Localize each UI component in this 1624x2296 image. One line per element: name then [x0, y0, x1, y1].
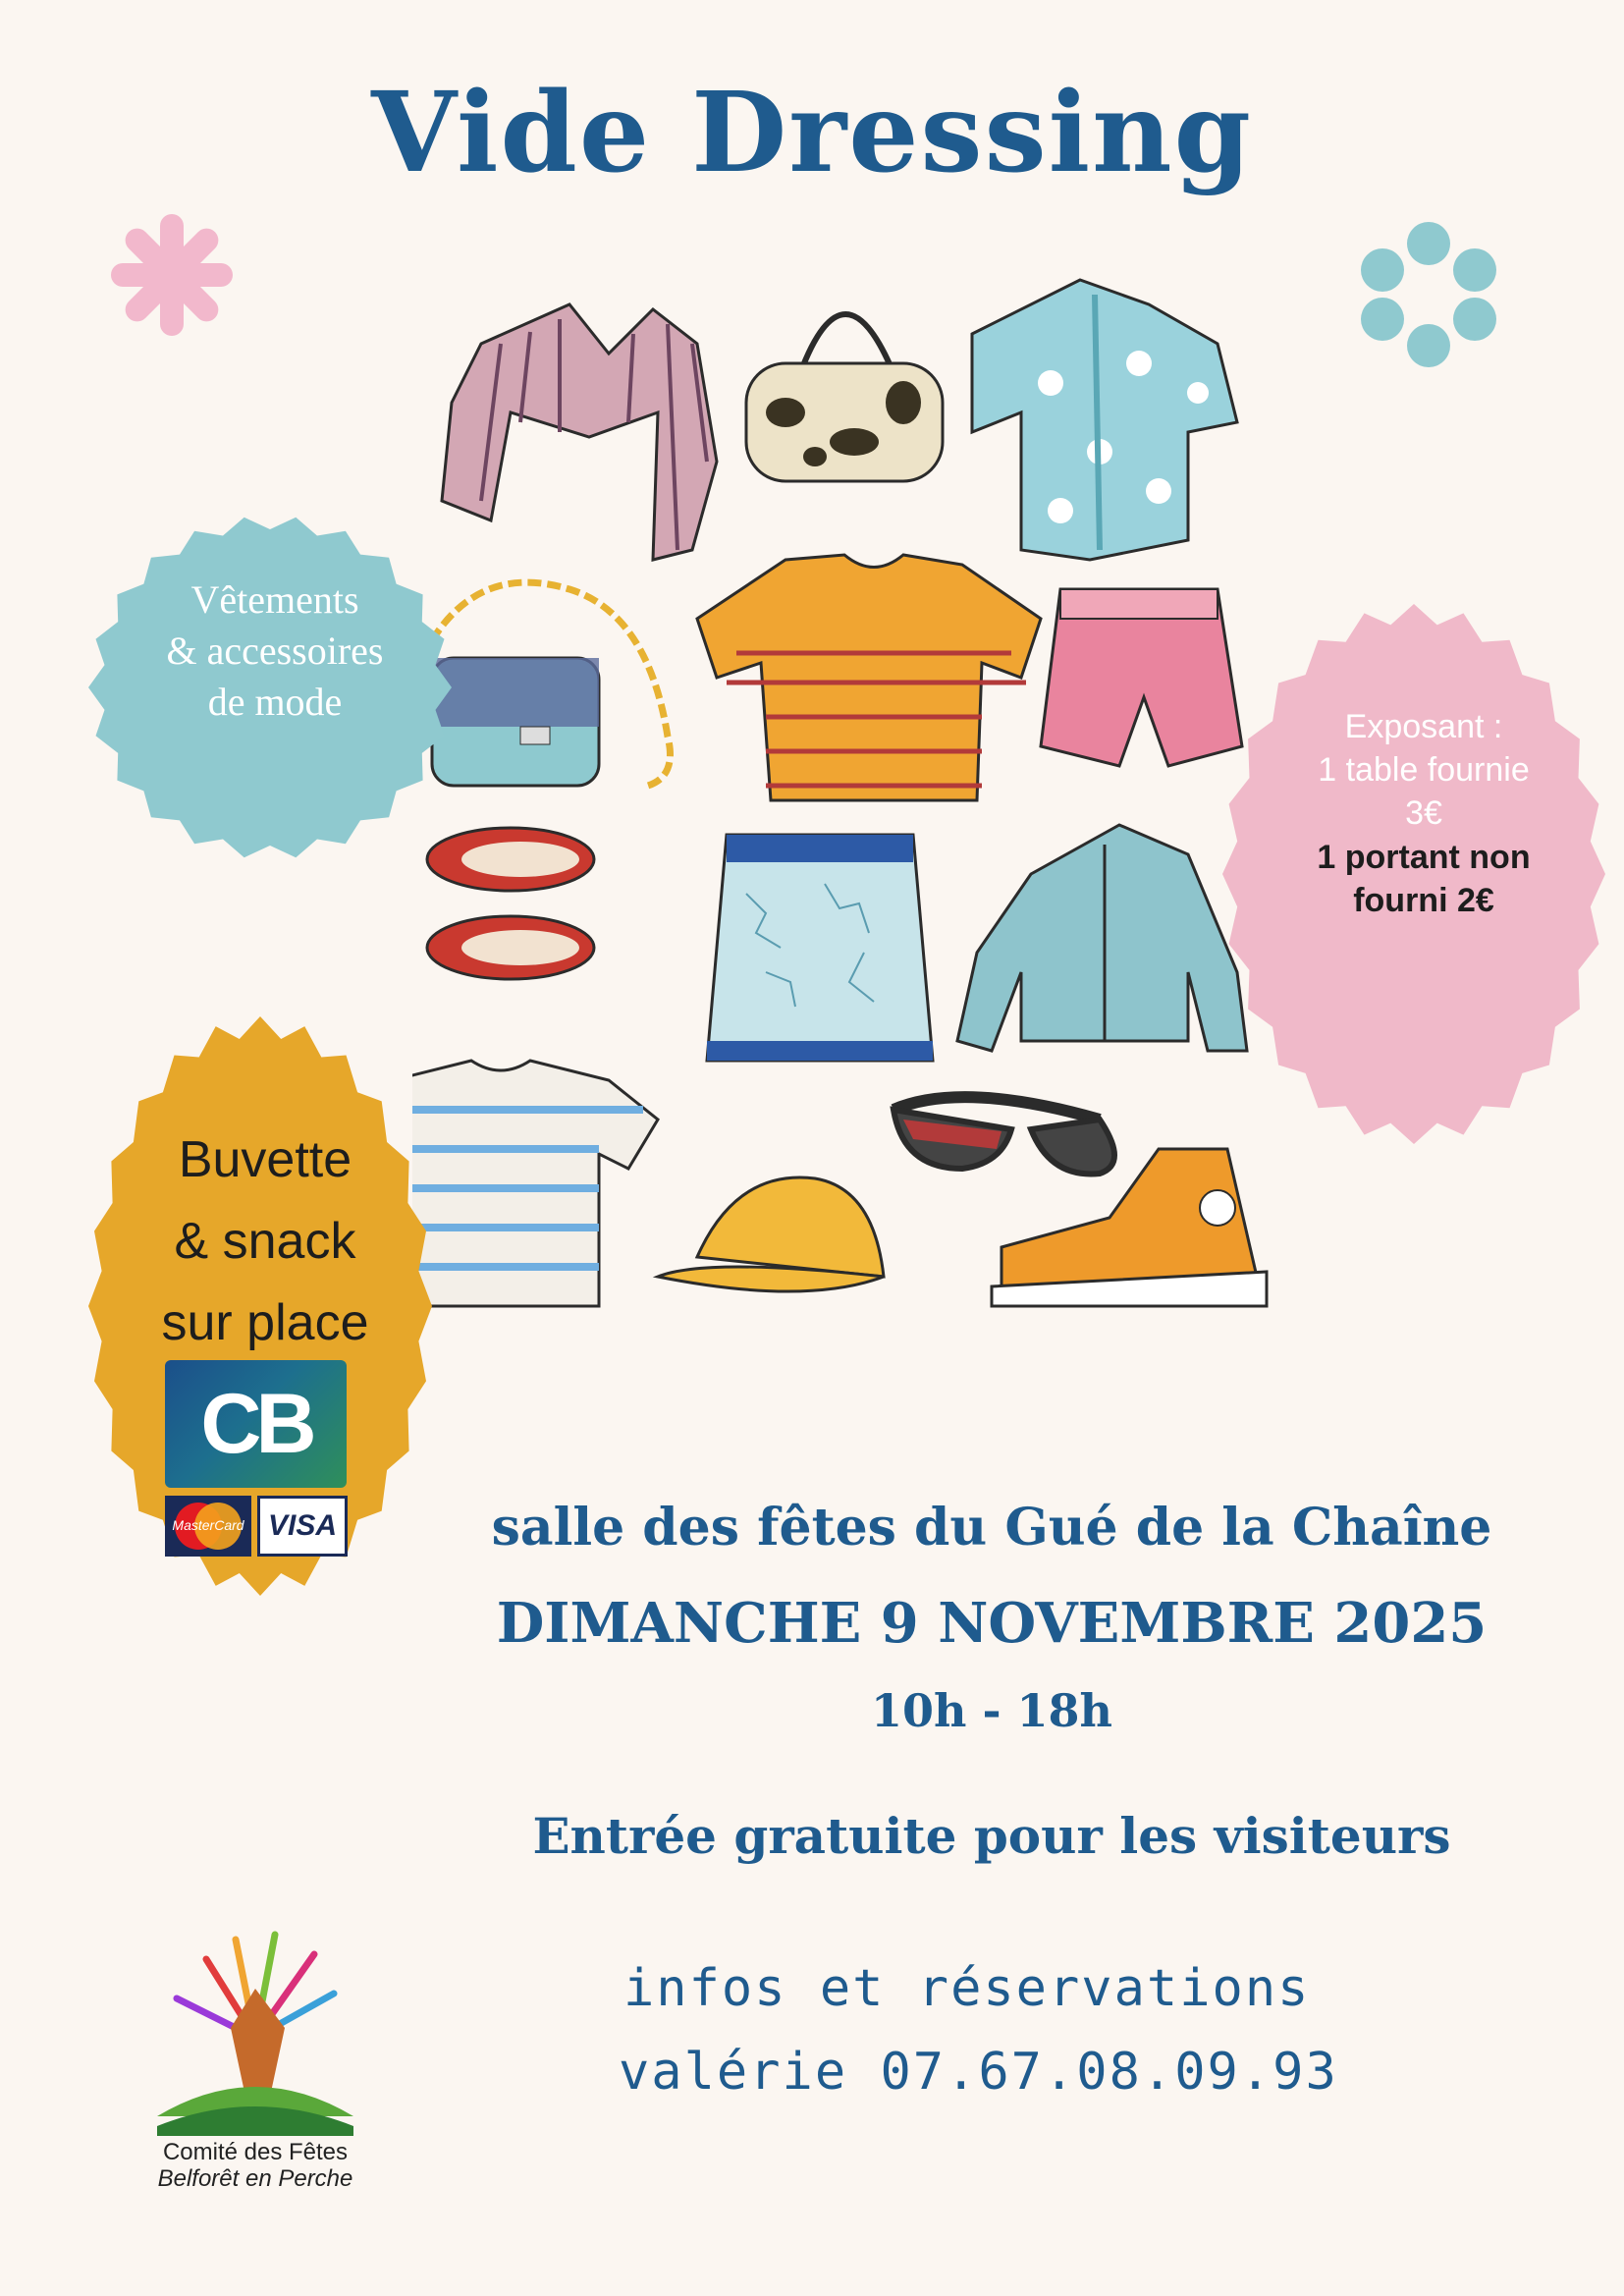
page-title: Vide Dressing	[371, 69, 1253, 197]
event-hours: 10h - 18h	[870, 1684, 1113, 1737]
table-price: 3€	[1405, 794, 1442, 833]
patterned-skirt-icon	[707, 835, 933, 1061]
badge-line: Buvette	[178, 1131, 352, 1188]
striped-crop-top-icon	[442, 304, 717, 560]
exposant-header: Exposant :	[1344, 708, 1503, 745]
visa-logo: VISA	[257, 1496, 348, 1557]
blue-striped-tshirt-icon	[412, 1061, 658, 1306]
cb-label: CB	[200, 1377, 311, 1471]
mastercard-label: MasterCard	[172, 1517, 244, 1533]
chain-shoulder-bag-icon	[422, 582, 671, 786]
buvette-badge	[118, 1120, 412, 1365]
badge-line: de mode	[207, 680, 343, 724]
portant-price: fourni 2€	[1353, 881, 1494, 919]
badge-line: & snack	[174, 1213, 356, 1271]
portant-label: 1 portant non	[1317, 838, 1531, 876]
organizer-town: Belforêt en Perche	[157, 2165, 353, 2192]
sunglasses-icon	[893, 1097, 1114, 1174]
vetements-badge	[118, 574, 432, 728]
organizer-name: Comité des Fêtes	[162, 2139, 349, 2165]
event-venue: salle des fêtes du Gué de la Chaîne	[491, 1498, 1492, 1558]
badge-line: Vêtements	[190, 577, 359, 622]
pink-shorts-icon	[1041, 589, 1242, 766]
contact-line-1: infos et réservations	[623, 1959, 1311, 2018]
yellow-cap-icon	[658, 1177, 884, 1291]
contact-line-2: valérie 07.67.08.09.93	[619, 2043, 1338, 2102]
event-entry: Entrée gratuite pour les visiteurs	[532, 1807, 1451, 1865]
pink-flower-icon	[98, 206, 245, 344]
floral-shirt-icon	[972, 280, 1237, 560]
badge-line: sur place	[161, 1294, 369, 1352]
orange-sneaker-icon	[992, 1149, 1267, 1306]
orange-striped-tshirt-icon	[697, 555, 1041, 800]
clothing-illustrations	[412, 265, 1296, 1336]
event-date: DIMANCHE 9 NOVEMBRE 2025	[496, 1591, 1488, 1656]
teal-flower-icon	[1355, 216, 1502, 373]
badge-line: & accessoires	[166, 629, 384, 673]
exposant-badge	[1267, 705, 1581, 922]
blue-jacket-icon	[957, 825, 1247, 1051]
cow-print-handbag-icon	[746, 314, 943, 481]
cb-card-logo	[165, 1360, 347, 1488]
organizer-logo	[137, 1920, 373, 2136]
table-label: 1 table fournie	[1318, 751, 1530, 790]
